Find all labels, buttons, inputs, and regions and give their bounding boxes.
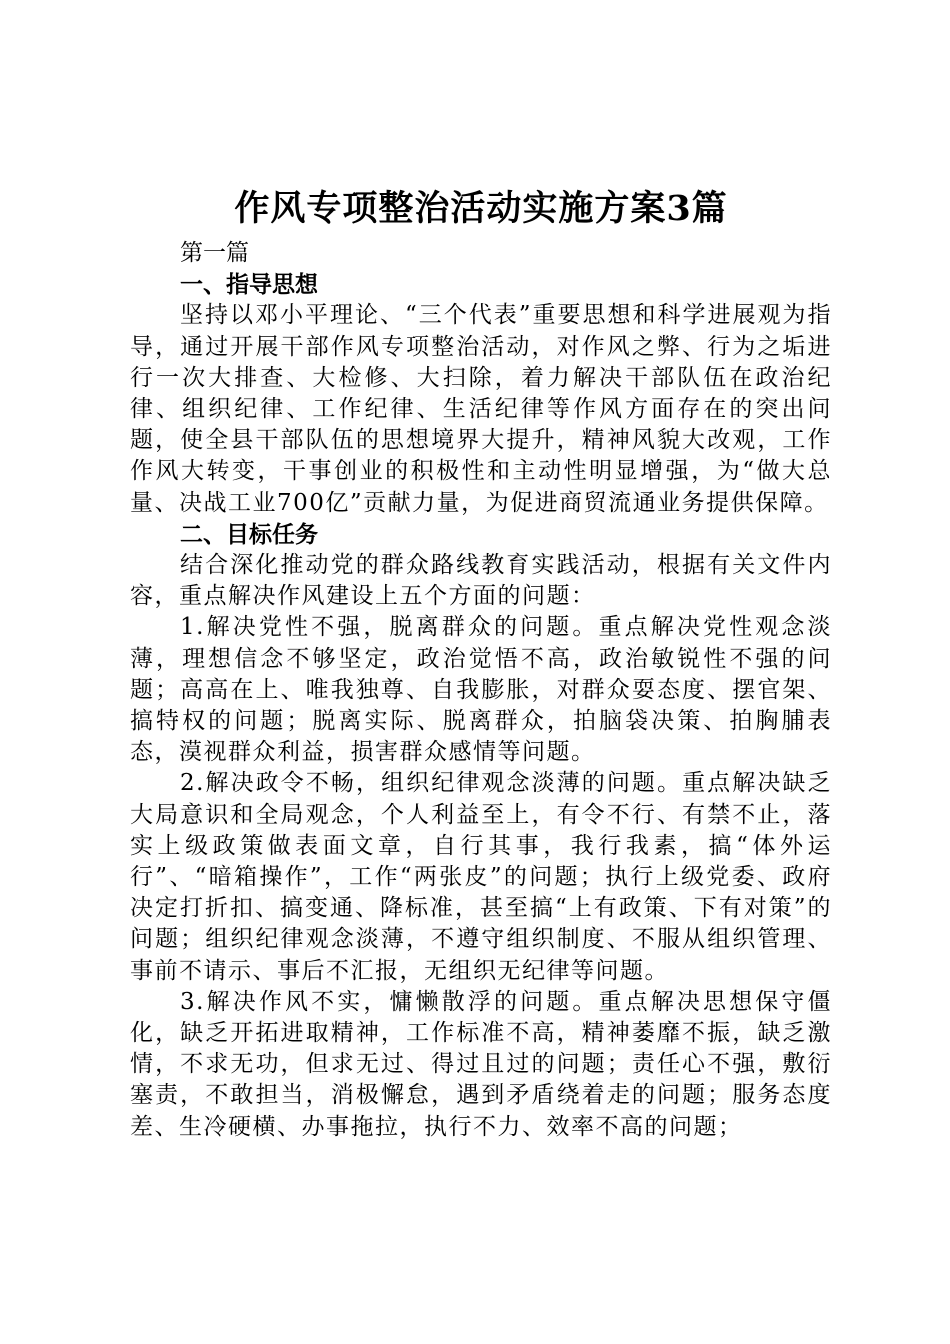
part-label: 第一篇 bbox=[180, 240, 249, 266]
paragraph-item-2: 2.解决政令不畅，组织纪律观念淡薄的问题。重点解决缺乏大局意识和全局观念，个人利益至上，有令不行、有禁不止，落实上级政策做表面文章，自行其事，我行我素，搞“体外运行”、“暗箱操作”，工作“两张皮”的问题；执行上级党委、政府决定打折扣、搞变通、降标准，甚至搞“上有政策、下有对策”的问题；组织纪律观念淡薄，不遵守组织制度、不服从组织管理、事前不请示、事后不汇报，无组织无纪律等问题。 bbox=[130, 770, 832, 984]
document-page bbox=[130, 180, 832, 1143]
paragraph-item-3: 3.解决作风不实，慵懒散浮的问题。重点解决思想保守僵化，缺乏开拓进取精神，工作标准不高，精神萎靡不振，缺乏激情，不求无功，但求无过、得过且过的问题；责任心不强，敷衍塞责，不敢担当，消极懈怠，遇到矛盾绕着走的问题；服务态度差、生冷硬横、办事拖拉，执行不力、效率不高的问题； bbox=[130, 988, 832, 1140]
section-heading-goals-tasks: 二、目标任务 bbox=[180, 520, 318, 548]
paragraph-goals-intro: 结合深化推动党的群众路线教育实践活动，根据有关文件内容，重点解决作风建设上五个方面的问题： bbox=[130, 552, 832, 610]
document-title: 作风专项整治活动实施方案3篇 bbox=[234, 188, 728, 229]
paragraph-guiding-ideology: 坚持以邓小平理论、“三个代表”重要思想和科学进展观为指导，通过开展干部作风专项整治活动，对作风之弊、行为之垢进行一次大排查、大检修、大扫除，着力解决干部队伍在政治纪律、组织纪律、工作纪律、生活纪律等作风方面存在的突出问题，使全县干部队伍的思想境界大提升，精神风貌大改观，工作作风大转变，干事创业的积极性和主动性明显增强，为“做大总量、决战工业700亿”贡献力量，为促进商贸流通业务提供保障。 bbox=[130, 302, 832, 516]
paragraph-item-1: 1.解决党性不强，脱离群众的问题。重点解决党性观念淡薄，理想信念不够坚定，政治觉悟不高，政治敏锐性不强的问题；高高在上、唯我独尊、自我膨胀，对群众耍态度、摆官架、搞特权的问题；脱离实际、脱离群众，拍脑袋决策、拍胸脯表态，漠视群众利益，损害群众感情等问题。 bbox=[130, 614, 832, 766]
section-heading-guiding-ideology: 一、指导思想 bbox=[180, 271, 318, 299]
